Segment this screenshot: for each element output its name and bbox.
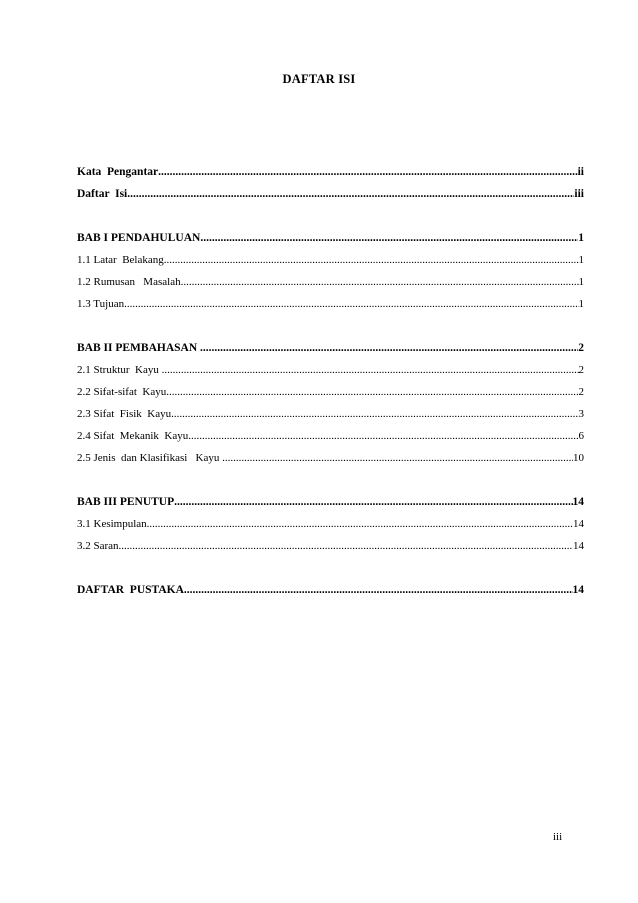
toc-entry-label: 3.1 Kesimpulan (77, 518, 147, 530)
toc-entry[interactable] (77, 381, 584, 403)
toc-entry-page: 1 (578, 254, 584, 266)
toc-entry[interactable] (77, 425, 584, 447)
toc-entry-label: DAFTAR PUSTAKA (77, 584, 184, 596)
toc-leader-dots (166, 381, 578, 403)
toc-entry-label: Kata Pengantar (77, 166, 159, 178)
toc-entry-label: 1.1 Latar Belakang (77, 254, 164, 266)
toc-entry-page: 2 (578, 364, 584, 376)
toc-leader-dots (147, 513, 573, 535)
toc-spacer (77, 315, 584, 337)
toc-entry-page: 1 (578, 298, 584, 310)
toc-entry-label: BAB I PENDAHULUAN (77, 232, 201, 244)
toc-entry-page: 14 (572, 496, 584, 508)
toc-entry-label: BAB II PEMBAHASAN (77, 342, 201, 354)
toc-entry[interactable] (77, 183, 584, 205)
toc-entry-label: 2.3 Sifat Fisik Kayu (77, 408, 172, 420)
toc-entry-label: 2.1 Struktur Kayu (77, 364, 162, 376)
toc-leader-dots (200, 227, 578, 249)
toc-entry[interactable] (77, 491, 584, 513)
toc-entry-page: 6 (578, 430, 584, 442)
toc-entry[interactable] (77, 403, 584, 425)
toc-entry[interactable] (77, 249, 584, 271)
toc-leader-dots (181, 271, 579, 293)
toc-entry-page: 14 (572, 584, 584, 596)
toc-entry-label: BAB III PENUTUP (77, 496, 175, 508)
toc-entry[interactable] (77, 227, 584, 249)
toc-leader-dots (124, 293, 578, 315)
toc-entry-page: 2 (578, 386, 584, 398)
toc-entry-label: 2.4 Sifat Mekanik Kayu (77, 430, 189, 442)
toc-entry[interactable] (77, 161, 584, 183)
toc-entry[interactable] (77, 359, 584, 381)
toc-entry-page: 10 (573, 452, 584, 464)
toc-entry-label: 1.2 Rumusan Masalah (77, 276, 181, 288)
toc-entry-page: 1 (578, 276, 584, 288)
toc-spacer (77, 205, 584, 227)
toc-entry[interactable] (77, 337, 584, 359)
toc-leader-dots (174, 491, 572, 513)
toc-spacer (77, 469, 584, 491)
page-number: iii (553, 831, 563, 843)
toc-entry-page: 3 (578, 408, 584, 420)
toc-entry[interactable] (77, 293, 584, 315)
toc-entry-page: 1 (578, 232, 584, 244)
toc-leader-dots (164, 249, 579, 271)
toc-leader-dots (162, 359, 579, 381)
toc-leader-dots (188, 425, 578, 447)
page-title: DAFTAR ISI (282, 72, 356, 86)
toc-leader-dots (127, 183, 574, 205)
toc-entry-page: ii (577, 166, 584, 178)
toc-entry[interactable] (77, 513, 584, 535)
toc-entry[interactable] (77, 579, 584, 601)
toc-entry-label: 2.2 Sifat-sifat Kayu (77, 386, 167, 398)
toc-leader-dots (171, 403, 578, 425)
toc-leader-dots (184, 579, 573, 601)
toc-leader-dots (119, 535, 573, 557)
toc-entry[interactable] (77, 271, 584, 293)
toc-spacer (77, 557, 584, 579)
toc-entry-label: 3.2 Saran (77, 540, 119, 552)
toc-entry-page: 14 (573, 518, 584, 530)
toc-entry[interactable] (77, 535, 584, 557)
toc-entry-label: Daftar Isi (77, 188, 128, 200)
toc-entry-label: 2.5 Jenis dan Klasifikasi Kayu (77, 452, 223, 464)
table-of-contents (77, 161, 584, 601)
toc-entry-page: iii (574, 188, 584, 200)
toc-entry-page: 2 (578, 342, 584, 354)
toc-entry[interactable] (77, 447, 584, 469)
toc-leader-dots (222, 447, 573, 469)
toc-leader-dots (158, 161, 577, 183)
toc-entry-page: 14 (573, 540, 584, 552)
toc-leader-dots (200, 337, 578, 359)
toc-entry-label: 1.3 Tujuan (77, 298, 125, 310)
